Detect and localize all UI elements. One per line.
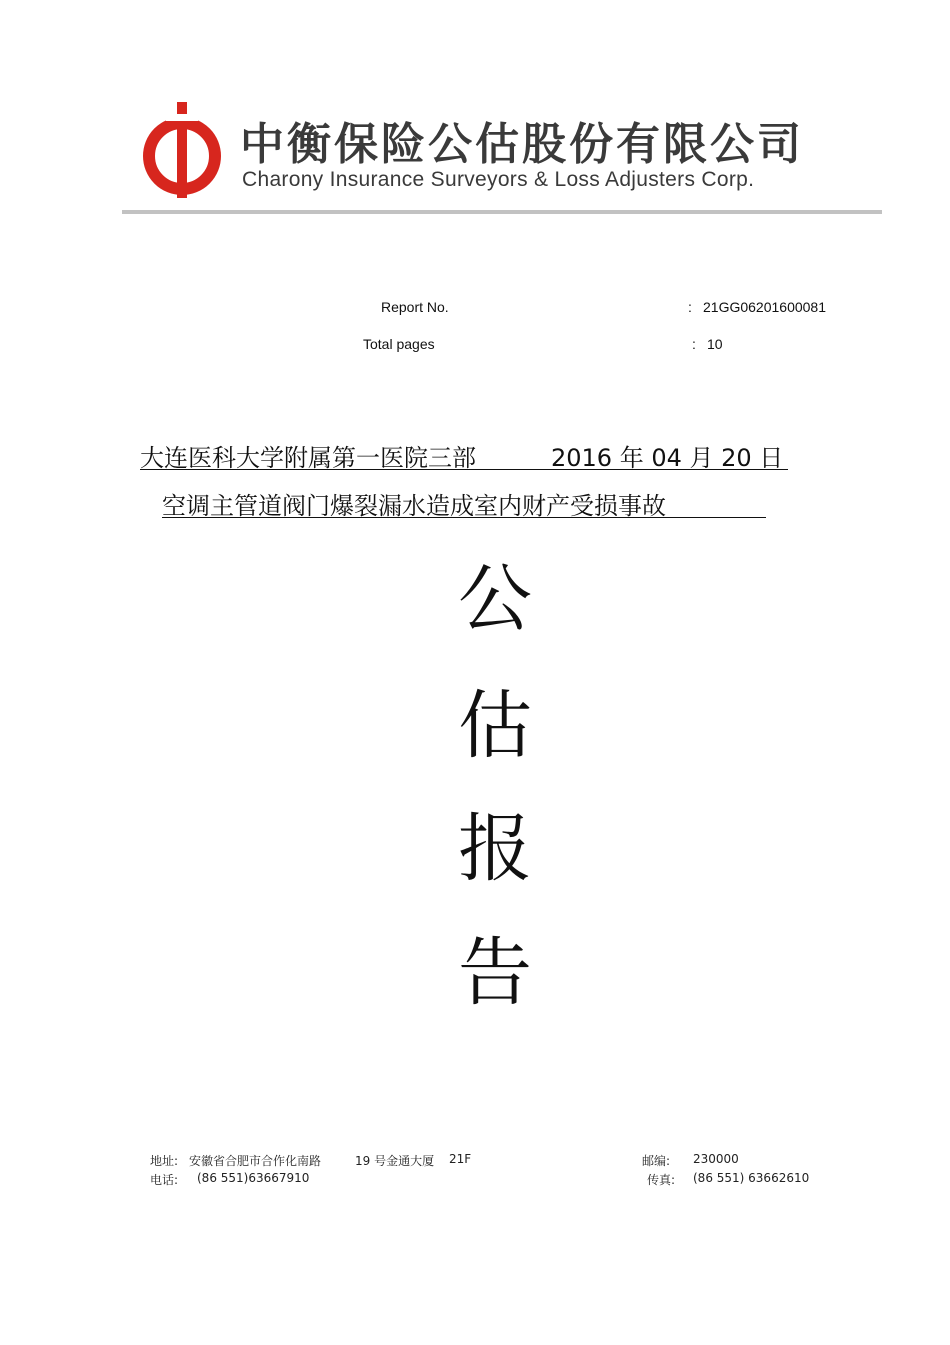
total-pages-separator: : xyxy=(692,336,696,352)
address-street: 安徽省合肥市合作化南路 xyxy=(189,1154,322,1168)
postcode-value: 230000 xyxy=(693,1152,739,1166)
incident-location: 大连医科大学附属第一医院三部 xyxy=(140,444,476,472)
report-no-separator: : xyxy=(688,299,692,315)
header-divider xyxy=(122,210,882,214)
title-line-1 xyxy=(140,438,788,470)
phone-value: (86 551)63667910 xyxy=(197,1171,310,1185)
report-no-value: 21GG06201600081 xyxy=(703,299,826,315)
total-pages-value: 10 xyxy=(707,336,723,352)
fax-label: 传真: xyxy=(647,1173,676,1187)
report-type-char-3: 报 xyxy=(458,806,532,892)
report-type-char-2: 估 xyxy=(458,683,532,769)
report-type-char-1: 公 xyxy=(458,556,532,642)
total-pages-label: Total pages xyxy=(363,336,435,352)
company-logo xyxy=(136,100,228,200)
address-floor: 21F xyxy=(449,1152,472,1166)
address-label: 地址: xyxy=(150,1154,179,1168)
phone-label: 电话: xyxy=(150,1173,179,1187)
postcode-label: 邮编: xyxy=(642,1154,671,1168)
report-no-label: Report No. xyxy=(381,299,449,315)
company-name-cn: 中衡保险公估股份有限公司 xyxy=(240,119,804,170)
logo-mark-icon xyxy=(136,100,228,200)
report-type-char-4: 告 xyxy=(458,930,532,1016)
title-line-2: 空调主管道阀门爆裂漏水造成室内财产受损事故 xyxy=(162,486,766,518)
company-name-en: Charony Insurance Surveyors & Loss Adjusters Corp. xyxy=(242,168,755,191)
address-building: 19 号金通大厦 xyxy=(355,1154,435,1168)
incident-date: 2016 年 04 月 20 日 xyxy=(551,444,784,472)
fax-value: (86 551) 63662610 xyxy=(693,1171,810,1185)
